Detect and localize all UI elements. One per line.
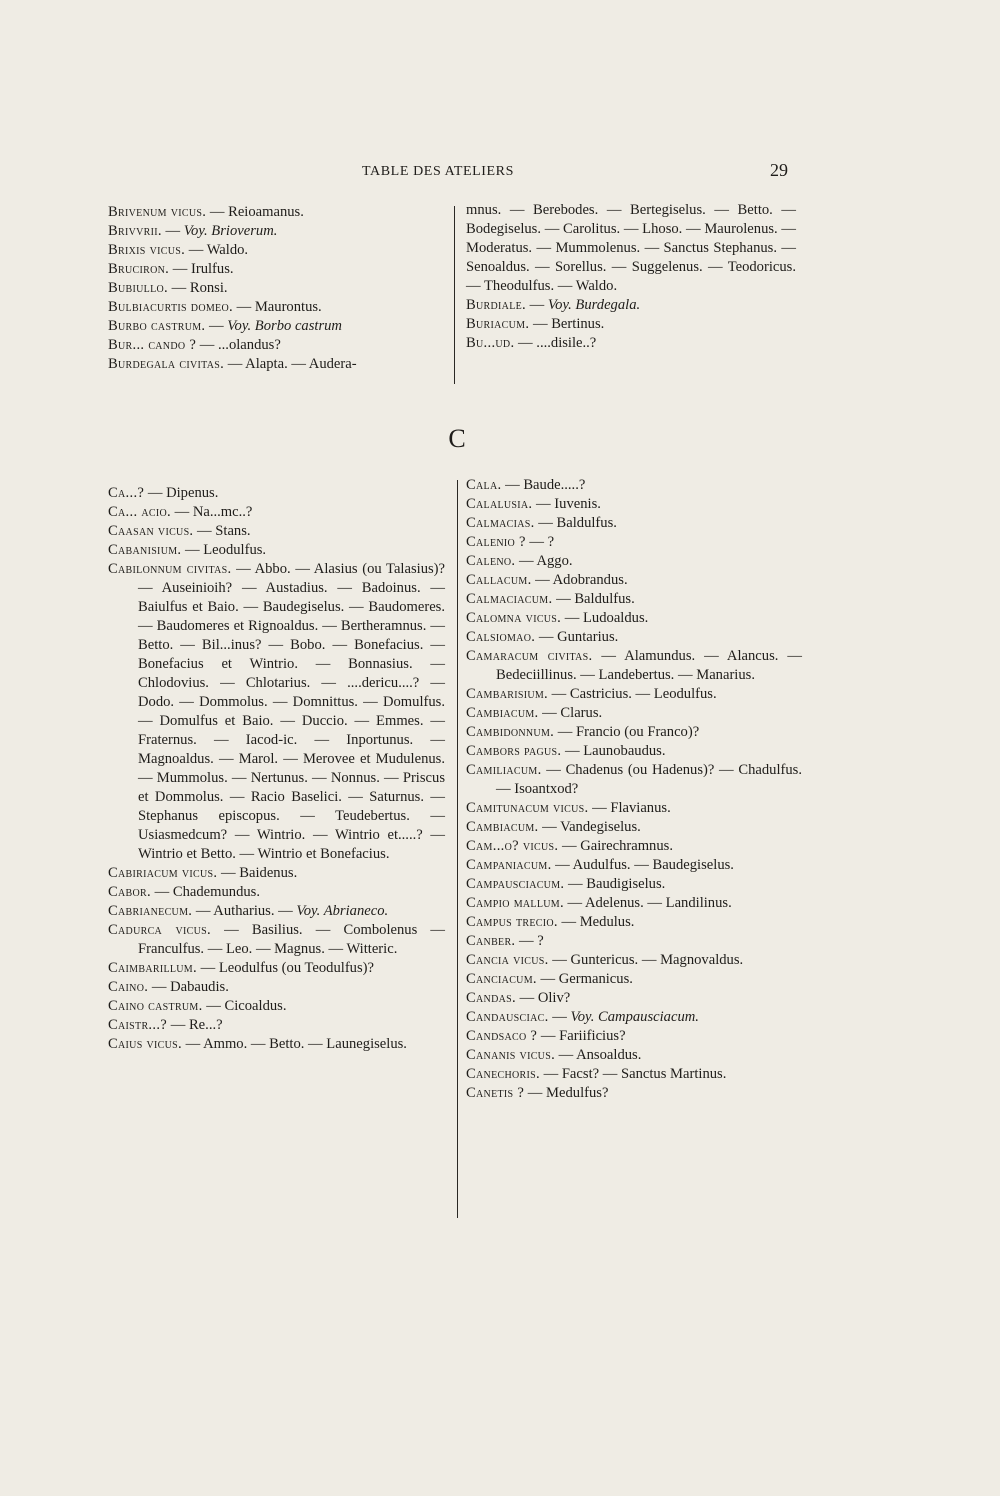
index-entry xyxy=(466,685,802,704)
place-name: Caino castrum. xyxy=(108,998,203,1014)
moneyer-names: — Abbo. — Alasius (ou Talasius)? — Auseinioih? — Austadius. — Badoinus. — Baiulfus et Baio. — Baudegiselus. — Baudomeres. — Baudomeres et Rignoaldus. — Bertheramnus. — Betto. — Bil...inus? — Bobo. — Bonefacius. — Bonefacius et Wintrio. — Bonnasius. — Chlodovius. — Chlotarius. — ....dericu....? — Dodo. — Dommolus. — Domnittus. — Domulfus. — Domulfus et Baio. — Duccio. — Emmes. — Fraternus. — Iacod-ic. — Inportunus. — Magnoaldus. — Marol. — Merovee et Mudulenus. — Mummolus. — Nertunus. — Nonnus. — Priscus et Dommolus. — Racio Baselici. — Saturnus. — Stephanus episcopus. — Teudebertus. — Usiasmedcum? — Wintrio. — Wintrio et.....? — Wintrio et Betto. — Wintrio et Bonefacius. xyxy=(138,561,446,862)
place-name: Candausciac. xyxy=(466,1009,549,1025)
index-entry xyxy=(466,704,802,723)
place-name: Cam...o? vicus. xyxy=(466,838,559,854)
place-name: Caasan vicus. xyxy=(108,523,194,539)
moneyer-names: — Dabaudis. xyxy=(148,979,229,995)
place-name: Cabor. xyxy=(108,884,151,900)
cross-reference: Voy. Brioverum. xyxy=(183,223,278,239)
index-entry xyxy=(466,647,802,685)
index-entry xyxy=(108,279,444,298)
index-entry xyxy=(466,628,802,647)
moneyer-names: — xyxy=(205,318,228,334)
moneyer-names: — Vandegiselus. xyxy=(538,819,641,835)
moneyer-names: mnus. — Berebodes. — Bertegiselus. — Betto. — Bodegiselus. — Carolitus. — Lhoso. — Maurolenus. — Moderatus. — Mummolenus. — Sanctus Stephanus. — Senoaldus. — Sorellus. — Suggelenus. — Teodoricus. — Theodulfus. — Waldo. xyxy=(466,202,796,294)
index-entry xyxy=(108,241,444,260)
moneyer-names: — Clarus. xyxy=(538,705,603,721)
cross-reference: Voy. Campausciacum. xyxy=(570,1009,699,1025)
moneyer-names: — Guntarius. xyxy=(535,629,619,645)
index-entry xyxy=(108,959,445,978)
place-name: Cadurca vicus. xyxy=(108,922,211,938)
place-name: Brivenum vicus. xyxy=(108,204,207,220)
moneyer-names: — ? xyxy=(525,534,555,550)
index-entry xyxy=(466,951,802,970)
page-number: 29 xyxy=(770,160,788,180)
place-name: Cambiacum. xyxy=(466,705,539,721)
moneyer-names: — Reioamanus. xyxy=(206,204,304,220)
place-name: Cambiacum. xyxy=(466,819,539,835)
moneyer-names: — Maurontus. xyxy=(232,299,322,315)
column-bottom-right xyxy=(466,476,802,1103)
place-name: Burdegala civitas. xyxy=(108,356,225,372)
place-name: Canber. xyxy=(466,933,516,949)
moneyer-names: — Iuvenis. xyxy=(532,496,601,512)
moneyer-names: — Re...? xyxy=(167,1017,223,1033)
index-entry xyxy=(466,315,796,334)
index-entry xyxy=(466,1046,802,1065)
moneyer-names: — Ludoaldus. xyxy=(561,610,649,626)
place-name: Caius vicus. xyxy=(108,1036,182,1052)
place-name: Cancia vicus. xyxy=(466,952,549,968)
index-entry xyxy=(108,484,445,503)
index-entry xyxy=(108,560,445,864)
place-name: Cabiriacum vicus. xyxy=(108,865,218,881)
place-name: Canechoris. xyxy=(466,1066,540,1082)
index-entry xyxy=(466,1008,802,1027)
place-name: Cabanisium. xyxy=(108,542,182,558)
moneyer-names: — Ammo. — Betto. — Launegiselus. xyxy=(181,1036,407,1052)
moneyer-names: — ....disile..? xyxy=(514,335,597,351)
place-name: Cambors pagus. xyxy=(466,743,562,759)
moneyer-names: — Leodulfus (ou Teodulfus)? xyxy=(196,960,374,976)
index-entry xyxy=(108,997,445,1016)
moneyer-names: — xyxy=(161,223,184,239)
moneyer-names: — Baldulfus. xyxy=(534,515,617,531)
index-entry xyxy=(108,298,444,317)
place-name: Ca... acio. xyxy=(108,504,171,520)
moneyer-names: — Gairechramnus. xyxy=(558,838,673,854)
place-name: Caistr...? xyxy=(108,1017,168,1033)
index-entry xyxy=(466,533,802,552)
moneyer-names: — Guntericus. — Magnovaldus. xyxy=(548,952,744,968)
place-name: Calenio ? xyxy=(466,534,526,550)
moneyer-names: — Francio (ou Franco)? xyxy=(554,724,700,740)
moneyer-names: — Alapta. — Audera- xyxy=(224,356,357,372)
place-name: Bulbiacurtis domeo. xyxy=(108,299,233,315)
place-name: Calsiomao. xyxy=(466,629,536,645)
index-entry xyxy=(466,875,802,894)
moneyer-names: — Adobrandus. xyxy=(531,572,628,588)
place-name: Callacum. xyxy=(466,572,532,588)
moneyer-names: — ? xyxy=(515,933,544,949)
index-entry xyxy=(466,296,796,315)
column-top-right xyxy=(466,201,796,353)
place-name: Canetis ? xyxy=(466,1085,525,1101)
index-entry xyxy=(108,336,444,355)
place-name: Caimbarillum. xyxy=(108,960,197,976)
moneyer-names: — Medulus. xyxy=(557,914,635,930)
index-entry xyxy=(108,503,445,522)
index-entry xyxy=(108,222,444,241)
moneyer-names: — Dipenus. xyxy=(144,485,219,501)
index-entry xyxy=(108,921,445,959)
place-name: Cala. xyxy=(466,477,502,493)
place-name: Cambidonnum. xyxy=(466,724,555,740)
place-name: Calomna vicus. xyxy=(466,610,562,626)
moneyer-names: — Fariificius? xyxy=(537,1028,626,1044)
index-entry xyxy=(108,522,445,541)
index-entry xyxy=(466,913,802,932)
moneyer-names: — xyxy=(548,1009,571,1025)
moneyer-names: — Baudigiselus. xyxy=(564,876,666,892)
index-entry xyxy=(466,837,802,856)
index-entry xyxy=(466,1065,802,1084)
place-name: Bubiullo. xyxy=(108,280,168,296)
moneyer-names: — Baude.....? xyxy=(501,477,586,493)
place-name: Campausciacum. xyxy=(466,876,565,892)
index-entry xyxy=(466,552,802,571)
moneyer-names: — Flavianus. xyxy=(588,800,671,816)
index-entry xyxy=(108,541,445,560)
moneyer-names: — Autharius. — xyxy=(192,903,297,919)
column-divider-top xyxy=(454,206,455,384)
index-entry xyxy=(108,203,444,222)
index-entry xyxy=(108,902,445,921)
index-entry xyxy=(466,989,802,1008)
place-name: Bruciron. xyxy=(108,261,170,277)
moneyer-names: — Irulfus. xyxy=(169,261,234,277)
moneyer-names: — ...olandus? xyxy=(196,337,281,353)
place-name: Cabrianecum. xyxy=(108,903,193,919)
moneyer-names: — Bertinus. xyxy=(529,316,605,332)
column-top-left xyxy=(108,203,444,374)
place-name: Bur... cando ? xyxy=(108,337,197,353)
moneyer-names: — Ansoaldus. xyxy=(555,1047,642,1063)
index-entry xyxy=(466,1084,802,1103)
column-divider-bottom xyxy=(457,480,458,1218)
place-name: Cabilonnum civitas. xyxy=(108,561,232,577)
place-name: Cananis vicus. xyxy=(466,1047,556,1063)
place-name: Candas. xyxy=(466,990,516,1006)
moneyer-names: — Launobaudus. xyxy=(561,743,666,759)
running-title: TABLE DES ATELIERS xyxy=(362,164,515,179)
moneyer-names: — Alamundus. — Alancus. — Bedeciillinus. — Landebertus. — Manarius. xyxy=(496,648,802,683)
place-name: Cambarisium. xyxy=(466,686,548,702)
moneyer-names: — Chadenus (ou Hadenus)? — Chadulfus. — Isoantxod? xyxy=(496,762,802,797)
moneyer-names: — Na...mc..? xyxy=(170,504,253,520)
cross-reference: Voy. Burdegala. xyxy=(547,297,641,313)
place-name: Campus trecio. xyxy=(466,914,558,930)
moneyer-names: — Castricius. — Leodulfus. xyxy=(548,686,717,702)
index-entry xyxy=(466,476,802,495)
place-name: Camitunacum vicus. xyxy=(466,800,589,816)
moneyer-names: — Waldo. xyxy=(185,242,249,258)
place-name: Ca...? xyxy=(108,485,145,501)
place-name: Brivvrii. xyxy=(108,223,162,239)
moneyer-names: — Medulfus? xyxy=(524,1085,609,1101)
index-entry xyxy=(466,514,802,533)
moneyer-names: — Chademundus. xyxy=(150,884,261,900)
index-entry xyxy=(466,761,802,799)
place-name: Bu...ud. xyxy=(466,335,515,351)
index-entry xyxy=(466,818,802,837)
index-entry xyxy=(466,334,796,353)
place-name: Brixis vicus. xyxy=(108,242,186,258)
cross-reference: Voy. Borbo castrum xyxy=(227,318,342,334)
index-entry xyxy=(108,864,445,883)
place-name: Camaracum civitas. xyxy=(466,648,593,664)
moneyer-names: — Cicoaldus. xyxy=(202,998,287,1014)
moneyer-names: — Basilius. — Combolenus — Franculfus. — Leo. — Magnus. — Witteric. xyxy=(138,922,446,957)
moneyer-names: — Aggo. xyxy=(515,553,573,569)
index-entry xyxy=(466,856,802,875)
index-entry xyxy=(108,1016,445,1035)
place-name: Burbo castrum. xyxy=(108,318,206,334)
index-entry xyxy=(466,742,802,761)
index-entry xyxy=(108,978,445,997)
place-name: Camiliacum. xyxy=(466,762,542,778)
index-entry xyxy=(466,201,796,296)
moneyer-names: — Germanicus. xyxy=(536,971,633,987)
moneyer-names: — xyxy=(525,297,548,313)
place-name: Campaniacum. xyxy=(466,857,552,873)
moneyer-names: — Oliv? xyxy=(515,990,571,1006)
place-name: Caino. xyxy=(108,979,149,995)
moneyer-names: — Baldulfus. xyxy=(552,591,635,607)
place-name: Calmaciacum. xyxy=(466,591,553,607)
index-entry xyxy=(466,932,802,951)
place-name: Caleno. xyxy=(466,553,516,569)
index-entry xyxy=(466,723,802,742)
moneyer-names: — Leodulfus. xyxy=(181,542,267,558)
index-entry xyxy=(108,1035,445,1054)
place-name: Burdiale. xyxy=(466,297,526,313)
moneyer-names: — Audulfus. — Baudegiselus. xyxy=(551,857,734,873)
place-name: Calalusia. xyxy=(466,496,533,512)
index-entry xyxy=(108,317,444,336)
section-letter: C xyxy=(448,424,466,453)
index-entry xyxy=(466,970,802,989)
place-name: Buriacum. xyxy=(466,316,530,332)
place-name: Calmacias. xyxy=(466,515,535,531)
index-entry xyxy=(466,1027,802,1046)
index-entry xyxy=(108,883,445,902)
moneyer-names: — Stans. xyxy=(193,523,251,539)
index-entry xyxy=(466,590,802,609)
column-bottom-left xyxy=(108,484,445,1054)
moneyer-names: — Facst? — Sanctus Martinus. xyxy=(539,1066,727,1082)
moneyer-names: — Baidenus. xyxy=(217,865,298,881)
index-entry xyxy=(466,609,802,628)
place-name: Canciacum. xyxy=(466,971,537,987)
moneyer-names: — Adelenus. — Landilinus. xyxy=(563,895,732,911)
moneyer-names: — Ronsi. xyxy=(167,280,228,296)
index-entry xyxy=(108,260,444,279)
cross-reference: Voy. Abrianeco. xyxy=(296,903,389,919)
place-name: Candsaco ? xyxy=(466,1028,538,1044)
index-entry xyxy=(466,571,802,590)
index-entry xyxy=(466,799,802,818)
index-entry xyxy=(108,355,444,374)
page-header xyxy=(0,160,1000,184)
index-entry xyxy=(466,495,802,514)
index-entry xyxy=(466,894,802,913)
place-name: Campio mallum. xyxy=(466,895,564,911)
